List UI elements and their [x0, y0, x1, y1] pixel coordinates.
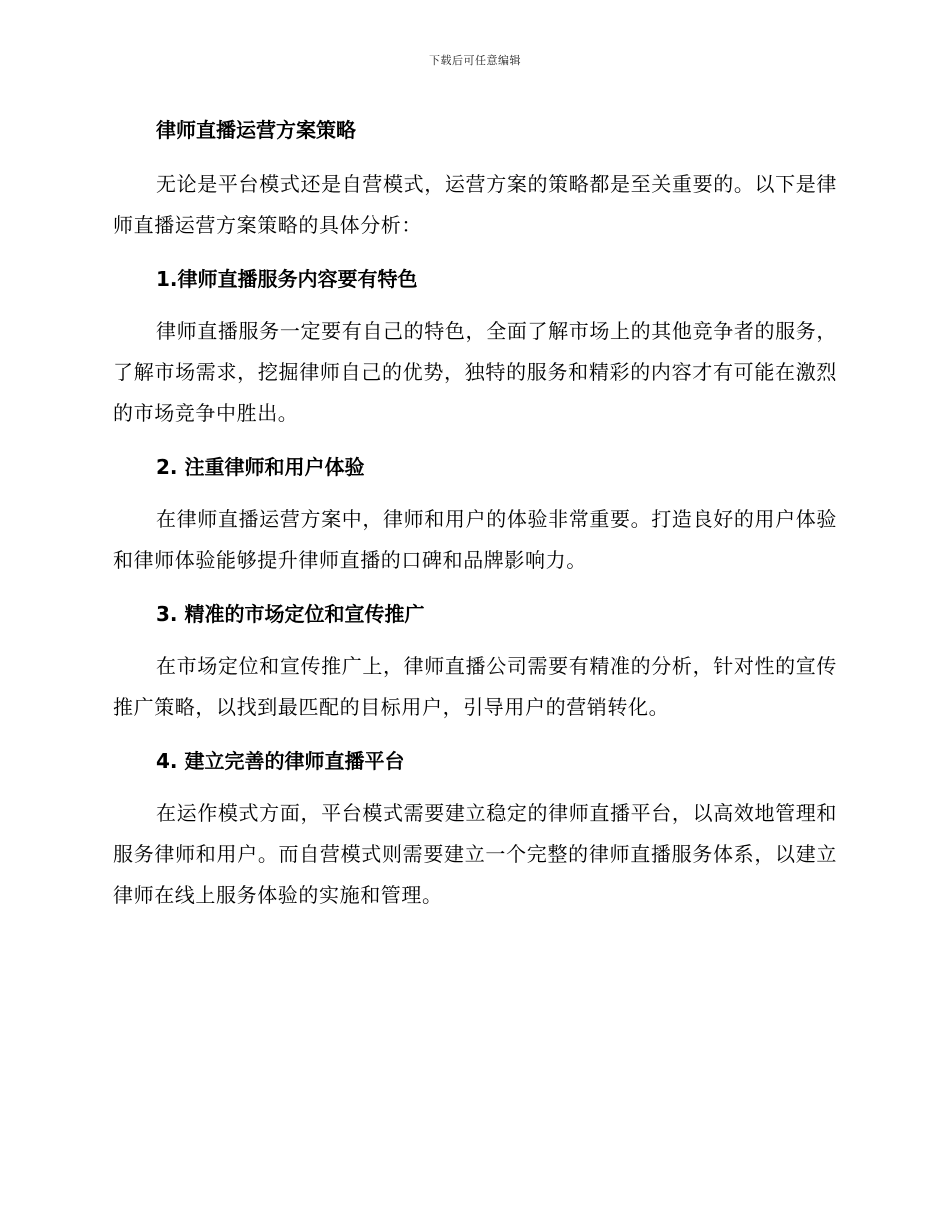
section-4-body: 在运作模式方面，平台模式需要建立稳定的律师直播平台，以高效地管理和服务律师和用户。而自营模式则需要建立一个完整的律师直播服务体系，以建立律师在线上服务体验的实施和管理。 [113, 801, 837, 907]
document-content [113, 110, 837, 916]
section-1-body: 律师直播服务一定要有自己的特色，全面了解市场上的其他竞争者的服务，了解市场需求，挖掘律师自己的优势，独特的服务和精彩的内容才有可能在激烈的市场竞争中胜出。 [113, 319, 837, 425]
section-3-heading: 3. 精准的市场定位和宣传推广 [156, 602, 425, 626]
intro-paragraph: 无论是平台模式还是自营模式，运营方案的策略都是至关重要的。以下是律师直播运营方案策略的具体分析： [113, 172, 837, 237]
section-4-heading: 4. 建立完善的律师直播平台 [156, 749, 405, 773]
section-2-body: 在律师直播运营方案中，律师和用户的体验非常重要。打造良好的用户体验和律师体验能够提升律师直播的口碑和品牌影响力。 [113, 507, 837, 572]
header-note: 下载后可任意编辑 [429, 54, 521, 67]
document-title: 律师直播运营方案策略 [156, 118, 356, 142]
section-1-heading: 1.律师直播服务内容要有特色 [156, 267, 418, 291]
section-3-body: 在市场定位和宣传推广上，律师直播公司需要有精准的分析，针对性的宣传推广策略，以找到最匹配的目标用户，引导用户的营销转化。 [113, 654, 837, 719]
section-2-heading: 2. 注重律师和用户体验 [156, 455, 365, 479]
